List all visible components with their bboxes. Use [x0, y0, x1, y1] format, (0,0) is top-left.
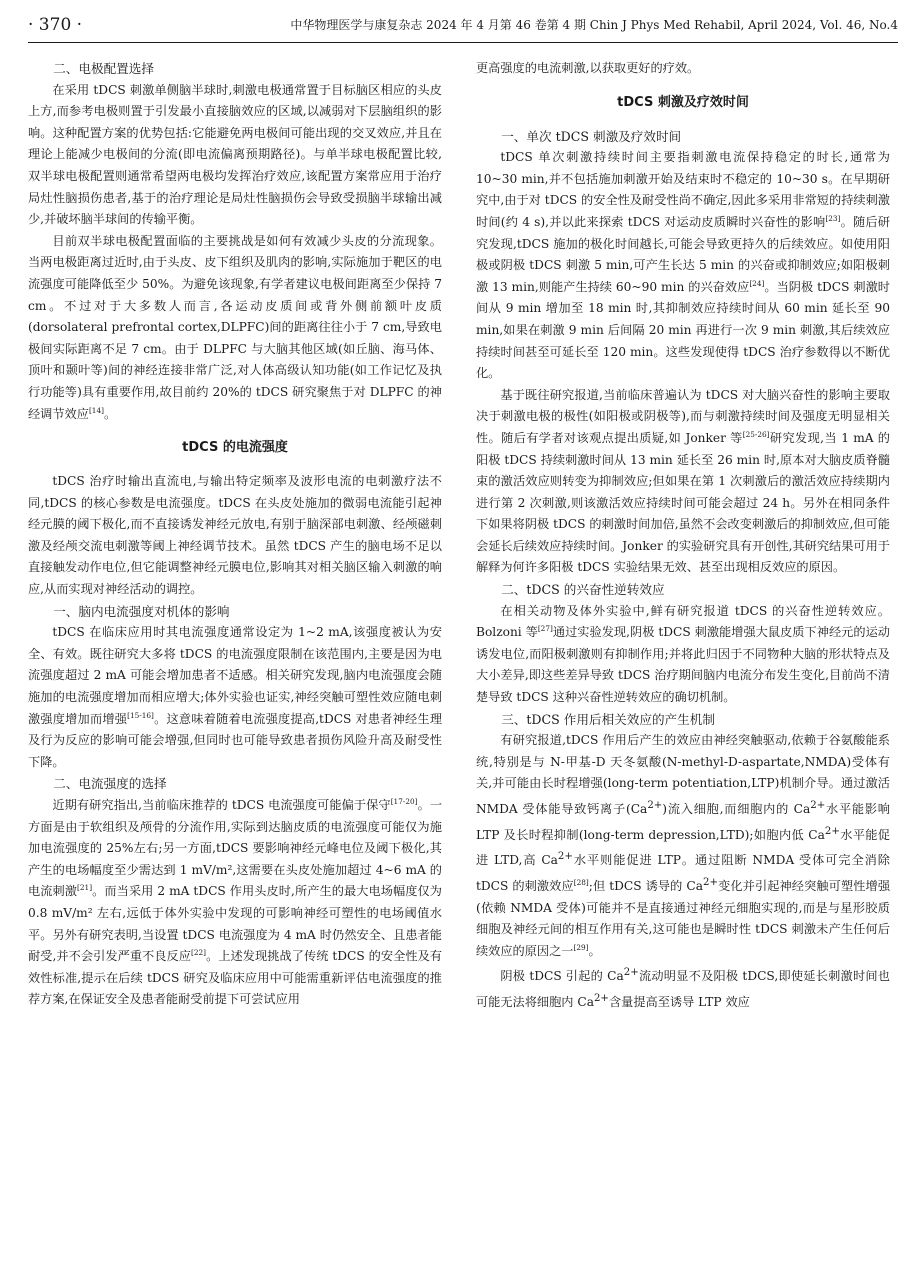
superscript-2plus: 2+	[593, 993, 609, 1005]
paragraph-single-session-1: tDCS 单次刺激持续时间主要指刺激电流保持稳定的时长,通常为 10~30 min,并不包括施加刺激开始及结束时不稳定的 10~30 s。在早期研究中,由于对 tDCS 的安全性及耐受性尚不确定,因此多采用非常短的持续刺激时间(约 4 s),并以此来探索 tDCS 对运动皮质瞬时兴奋性的影响[23]。随后研究发现,tDCS 施加的极化时间越长,可能会导致更持久的后续效应。如使用阳极或阴极 tDCS 刺激 5 min,可产生长达 5 min 的兴奋或抑制效应;如阳极刺激 13 min,则能产生持续 60~90 min 的兴奋效应[24]。当阴极 tDCS 刺激时间从 9 min 增加至 18 min 时,其抑制效应持续时间从 60 min 延长至 90 min,如果在刺激 9 min 后间隔 20 min 再进行一次 9 min 刺激,其后续效应持续时间甚至可延长至 120 min。这些发现使得 tDCS 治疗参数得以不断优化。	[476, 150, 890, 381]
journal-citation: 中华物理医学与康复杂志 2024 年 4 月第 46 卷第 4 期 Chin J Phys Med Rehabil, April 2024, Vol. 46, No.4	[290, 18, 898, 32]
citation-15-16: [15-16]	[127, 710, 154, 720]
section-title-current-intensity: tDCS 的电流强度	[182, 440, 288, 456]
section-title-stimulation-duration: tDCS 刺激及疗效时间	[617, 94, 749, 110]
paragraph-intensity-selection: 近期有研究指出,当前临床推荐的 tDCS 电流强度可能偏于保守[17-20]。一方面是由于软组织及颅骨的分流作用,实际到达脑皮质的电流强度可能仅为施加电流强度的 25%左右;另一方面,tDCS 要影响神经元峰电位及阈下极化,其产生的电场幅度至少需达到 1 mV/m²,这需要在头皮处施加超过 4~6 mA 的电流刺激[21]。而当采用 2 mA tDCS 作用头皮时,所产生的最大电场幅度仅为 0.8 mV/m² 左右,远低于体外实验中发现的可影响神经可塑性的电场阈值水平。另外有研究表明,当设置 tDCS 电流强度为 4 mA 时仍然安全、且患者能耐受,并不会引发严重不良反应[22]。上述发现挑战了传统 tDCS 的安全性及有效性标准,提示在后续 tDCS 研究及临床应用中可能需重新评估电流强度的推荐方案,在保证安全及患者能耐受前提下可尝试应用	[28, 796, 442, 1007]
citation-23: [23]	[825, 213, 841, 223]
paragraph-intracranial-current: tDCS 在临床应用时其电流强度通常设定为 1~2 mA,该强度被认为安全、有效。既往研究大多将 tDCS 的电流强度限制在该范围内,主要是因为电流强度超过 2 mA 可能会增加患者不适感。相关研究发现,脑内电流强度会随施加的电流强度增加而相应增大;体外实验也证实,神经突触可塑性效应随电刺激强度增加而增强[15-16]。这意味着随着电流强度提高,tDCS 对患者神经生理及行为反应的影响可能会增强,但同时也可能导致患者损伤风险升高及耐受性下降。	[28, 625, 442, 769]
subsection-heading-intracranial-current: 一、脑内电流强度对机体的影响	[53, 603, 230, 619]
citation-28: [28]	[573, 877, 589, 887]
paragraph-single-session-2: 基于既往研究报道,当前临床普遍认为 tDCS 对大脑兴奋性的影响主要取决于刺激电极的极性(如阳极或阴极等),而与刺激持续时间及强度无明显相关性。随后有学者对该观点提出质疑,如 Jonker 等[25-26]研究发现,当 1 mA 的阳极 tDCS 持续刺激时间从 13 min 延长至 26 min 时,原本对大脑皮质脊髓束的激活效应则转变为抑制效应;但如果在第 1 次刺激后的激活效应持续期内进行第 2 次刺激,则该激活效应持续时间可能会超过 24 h。另外在相同条件下如果将阴极 tDCS 的刺激时间加倍,虽然不会改变刺激后的抑制效应,但可能会延长后续效应持续时间。Jonker 的实验研究具有开创性,其研究结果可用于解释为何许多阳极 tDCS 实验结果无效、甚至出现相反效应的原因。	[476, 387, 890, 575]
subsection-heading-electrode-config: 二、电极配置选择	[53, 61, 154, 76]
paragraph-mechanism-2: 阴极 tDCS 引起的 $Ca^{2+}$流动明显不及阳极 tDCS,即使延长刺激时间也可能无法将细胞内 $Ca^{2+}$含量提高至诱导 LTP 效应	[476, 967, 890, 1010]
subsection-heading-mechanism: 三、tDCS 作用后相关效应的产生机制	[501, 711, 715, 727]
citation-29: [29]	[573, 942, 589, 952]
paragraph-electrode-config-2: 目前双半球电极配置面临的主要挑战是如何有效减少头皮的分流现象。当两电极距离过近时,由于头皮、皮下组织及肌肉的影响,实际施加于靶区的电流强度可能降低至少 50%。为避免该现象,有学者建议电极间距离至少保持 7 cm。不过对于大多数人而言,各运动皮质间或背外侧前额叶皮质(dorsolateral prefrontal cortex,DLPFC)间的距离往往小于 7 cm,导致电极间实际距离不足 7 cm。由于 DLPFC 与大脑其他区域(如丘脑、海马体、顶叶和颞叶等)间的神经连接非常广泛,对人体高级认知功能(如工作记忆及执行功能等)具有重要作用,故目前约 20%的 tDCS 研究聚焦于对 DLPFC 的神经调节效应[14]。	[28, 233, 442, 421]
paragraph-excitability-reversal: 在相关动物及体外实验中,鲜有研究报道 tDCS 的兴奋性逆转效应。Bolzoni 等[27]通过实验发现,阴极 tDCS 刺激能增强大鼠皮质下神经元的运动诱发电位,而阳极刺激则有抑制作用;并将此归因于不同物种大脑的形状特点及大小差异,即这些差异导致 tDCS 治疗期间脑内电流分布发生变化,目前尚不清楚导致 tDCS 这种兴奋性逆转效应的确切机制。	[476, 603, 890, 705]
superscript-2plus: 2+	[647, 800, 663, 811]
superscript-2plus: 2+	[810, 800, 826, 811]
running-header	[28, 14, 898, 44]
superscript-2plus: 2+	[824, 825, 840, 837]
subsection-heading-intensity-selection: 二、电流强度的选择	[53, 776, 167, 792]
citation-25-26: [25-26]	[742, 429, 770, 439]
subsection-heading-excitability-reversal: 二、tDCS 的兴奋性逆转效应	[501, 582, 665, 598]
right-column	[476, 58, 890, 1014]
header-rule	[28, 42, 898, 43]
paragraph-electrode-config-1: 在采用 tDCS 刺激单侧脑半球时,刺激电极通常置于目标脑区相应的头皮上方,而参考电极则置于引发最小直接脑效应的区域,以减弱对下层脑组织的影响。这种配置方案的优势包括:它能避免两电极间可能出现的交叉效应,并且在理论上能减少电极间的分流(即电流偏离预期路径)。与单半球电极配置比较,双半球电极配置则通常希望两电极均发挥治疗效应,该配置方案常应用于治疗局灶性脑损伤患者,基于的治疗理论是局灶性脑损伤会导致受损脑半球输出减少,并破坏脑半球间的传输平衡。	[28, 82, 442, 227]
superscript-2plus: 2+	[703, 876, 718, 888]
paragraph-continuation: 更高强度的电流刺激,以获取更好的疗效。	[476, 61, 700, 75]
superscript-2plus: 2+	[623, 967, 639, 979]
citation-27: [27]	[537, 624, 553, 634]
superscript-2plus: 2+	[557, 851, 573, 863]
paragraph-mechanism-1: 有研究报道,tDCS 作用后产生的效应由神经突触驱动,依赖于谷氨酸能系统,特别是与 N-甲基-D 天冬氨酸(N-methyl-D-aspartate,NMDA)受体有关,并可能由长时程增强(long-term potentiation,LTP)机制介导。通过激活 NMDA 受体能导致钙离子$(Ca^{2+})$流入细胞,而细胞内的 $Ca^{2+}$水平能影响 LTP 及长时程抑制(long-term depression,LTD);如胞内低 $Ca^{2+}$水平能促进 LTD,高 $Ca^{2+}$水平则能促进 LTP。通过阻断 NMDA 受体可完全消除 tDCS 的刺激效应[28];但 tDCS 诱导的 $Ca^{2+}$变化并引起神经突触可塑性增强(依赖 NMDA 受体)可能并不是直接通过神经元细胞实现的,而是与星形胶质细胞及神经元间的相互作用有关,这可能也是瞬时性 tDCS 刺激未产生任何后续效应的原因之一[29]。	[476, 733, 890, 958]
subsection-heading-single-session: 一、单次 tDCS 刺激及疗效时间	[501, 128, 682, 144]
page-number: · 370 ·	[28, 15, 83, 35]
paragraph-intensity-intro: tDCS 治疗时输出直流电,与输出特定频率及波形电流的电刺激疗法不同,tDCS 的核心参数是电流强度。tDCS 在头皮处施加的微弱电流能引起神经元膜的阈下极化,而不直接诱发神经元放电,有别于脑深部电刺激、经颅磁刺激及经颅交流电刺激等阈上神经调节技术。虽然 tDCS 产生的脑电场不足以直接触发动作电位,但它能调整神经元膜电位,影响其对相关脑区输入刺激的响应,从而实现对神经活动的调控。	[28, 474, 442, 597]
citation-14: [14]	[88, 405, 104, 415]
citation-21: [21]	[77, 883, 93, 893]
citation-17-20: [17-20]	[390, 796, 418, 806]
citation-24: [24]	[749, 278, 765, 288]
left-column	[28, 58, 442, 1011]
citation-22: [22]	[191, 948, 207, 958]
